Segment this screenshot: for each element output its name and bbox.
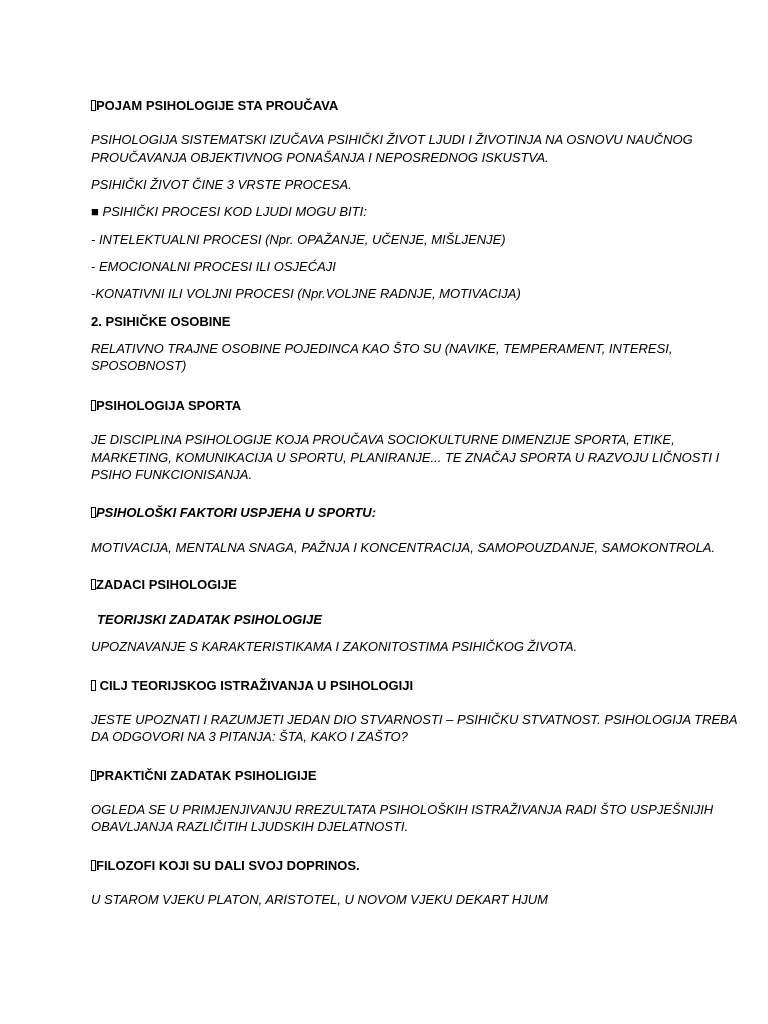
paragraph-line: U STAROM VJEKU PLATON, ARISTOTEL, U NOVOM VJEKU DEKART HJUM bbox=[91, 892, 548, 907]
paragraph-line: OGLEDA SE U PRIMJENJIVANJU RREZULTATA PSIHOLOŠKIH ISTRAŽIVANJA RADI ŠTO USPJEŠNIJIH bbox=[91, 802, 714, 817]
paragraph-line: PSIHO FUNKCIONISANJA. bbox=[91, 467, 253, 482]
subheading-teorijski-zadatak: TEORIJSKI ZADATAK PSIHOLOGIJE bbox=[97, 612, 322, 627]
list-item: - INTELEKTUALNI PROCESI (Npr. OPAŽANJE, UČENJE, MIŠLJENJE) bbox=[91, 232, 506, 247]
paragraph-line: OBAVLJANJA RAZLIČITIH LJUDSKIH DJELATNOSTI. bbox=[91, 819, 409, 834]
paragraph-line: SPOSOBNOST) bbox=[91, 358, 187, 373]
heading-zadaci-psihologije: ZADACI PSIHOLOGIJE bbox=[91, 576, 237, 593]
paragraph-line: PROUČAVANJA OBJEKTIVNOG PONAŠANJA I NEPOSREDNOG ISKUSTVA. bbox=[91, 150, 549, 165]
list-intro: ■ PSIHIČKI PROCESI KOD LJUDI MOGU BITI: bbox=[91, 204, 367, 219]
paragraph-line: UPOZNAVANJE S KARAKTERISTIKAMA I ZAKONITOSTIMA PSIHIČKOG ŽIVOTA. bbox=[91, 639, 578, 654]
paragraph-line: DA ODGOVORI NA 3 PITANJA: ŠTA, KAKO I ZAŠTO? bbox=[91, 729, 408, 744]
heading-pojam-psihologije: POJAM PSIHOLOGIJE STA PROUČAVA bbox=[91, 97, 338, 114]
paragraph-line: MARKETING, KOMUNIKACIJA U SPORTU, PLANIRANJE... TE ZNAČAJ SPORTA U RAZVOJU LIČNOSTI I bbox=[91, 450, 720, 465]
heading-cilj-teorijskog: CILJ TEORIJSKOG ISTRAŽIVANJA U PSIHOLOGIJI bbox=[91, 677, 413, 694]
paragraph-line: JE DISCIPLINA PSIHOLOGIJE KOJA PROUČAVA SOCIOKULTURNE DIMENZIJE SPORTA, ETIKE, bbox=[91, 432, 675, 447]
list-item: - EMOCIONALNI PROCESI ILI OSJEĆAJI bbox=[91, 259, 336, 274]
list-item: -KONATIVNI ILI VOLJNI PROCESI (Npr.VOLJNE RADNJE, MOTIVACIJA) bbox=[91, 286, 521, 301]
paragraph-line: PSIHIČKI ŽIVOT ČINE 3 VRSTE PROCESA. bbox=[91, 177, 352, 192]
heading-prakticni-zadatak: PRAKTIČNI ZADATAK PSIHOLIGIJE bbox=[91, 767, 317, 784]
heading-filozofi: FILOZOFI KOJI SU DALI SVOJ DOPRINOS. bbox=[91, 857, 360, 874]
heading-psiholoski-faktori: PSIHOLOŠKI FAKTORI USPJEHA U SPORTU: bbox=[91, 504, 376, 521]
paragraph-line: JESTE UPOZNATI I RAZUMJETI JEDAN DIO STVARNOSTI – PSIHIČKU STVATNOST. PSIHOLOGIJA TREBA bbox=[91, 712, 738, 727]
heading-psihicke-osobine: 2. PSIHIČKE OSOBINE bbox=[91, 314, 231, 329]
paragraph-line: MOTIVACIJA, MENTALNA SNAGA, PAŽNJA I KONCENTRACIJA, SAMOPOUZDANJE, SAMOKONTROLA. bbox=[91, 540, 716, 555]
heading-psihologija-sporta: PSIHOLOGIJA SPORTA bbox=[91, 397, 241, 414]
paragraph-line: PSIHOLOGIJA SISTEMATSKI IZUČAVA PSIHIČKI ŽIVOT LJUDI I ŽIVOTINJA NA OSNOVU NAUČNOG bbox=[91, 132, 693, 147]
paragraph-line: RELATIVNO TRAJNE OSOBINE POJEDINCA KAO ŠTO SU (NAVIKE, TEMPERAMENT, INTERESI, bbox=[91, 341, 673, 356]
